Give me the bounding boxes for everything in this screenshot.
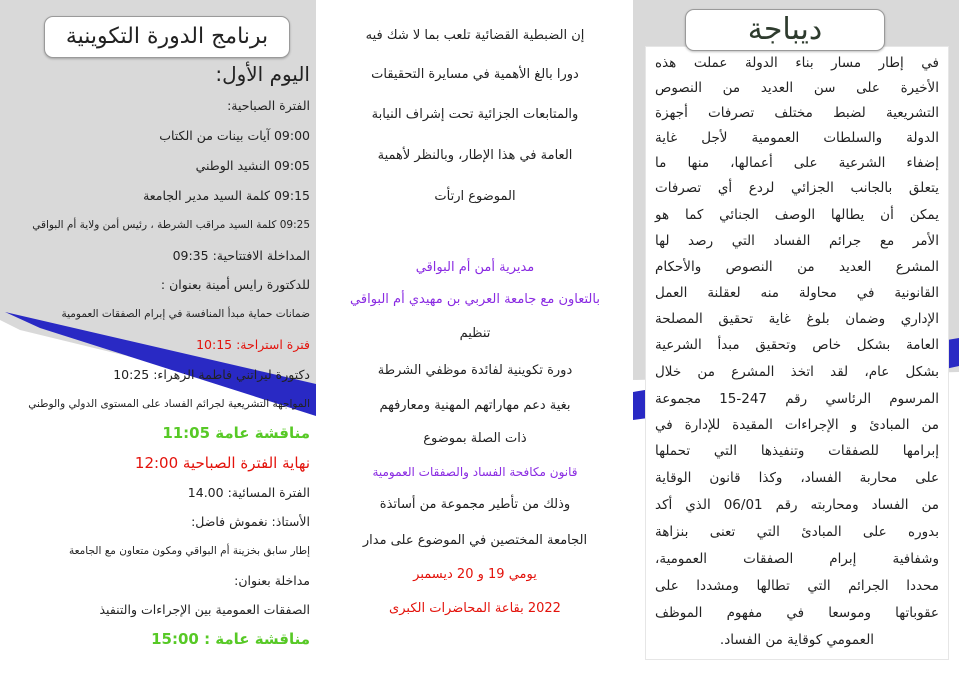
intro-line: دورة تكوينية لفائدة موظفي الشرطة — [377, 363, 573, 378]
preamble-line: الأمر مع جرائم الفساد التي رصد لها — [655, 233, 939, 249]
preamble-line: يمكن أن يطالها الوصف الجنائي كما هو — [655, 207, 939, 223]
intro-line: تنظيم — [459, 326, 491, 341]
intro-column — [322, 0, 628, 678]
preamble-line: من الفساد ومحاربته رقم 06/01 الذي أكد — [655, 497, 939, 513]
preamble-line: إبرامها للصفقات وتنفيذها التي تحملها — [655, 443, 939, 459]
program-title: برنامج الدورة التكوينية — [44, 16, 290, 58]
program-line: المواجهة التشريعية لجرائم الفساد على المستوى الدولي والوطني — [28, 398, 310, 410]
program-line: مداخلة بعنوان: — [234, 573, 310, 588]
preamble-line: القانونية في محاولة منه لعقلنة العمل — [655, 285, 939, 301]
preamble-line: التشريعية لضبط مختلف تصرفات أجهزة — [655, 105, 939, 121]
intro-line: والمتابعات الجزائية تحت إشراف النيابة — [371, 107, 579, 122]
intro-line: إن الضبطية القضائية تلعب بما لا شك فيه — [365, 28, 585, 43]
program-line: 09:25 كلمة السيد مراقب الشرطة ، رئيس أمن ولاية أم البواقي — [32, 219, 310, 231]
preamble-line: إضفاء الشرعية على أعمالها، منها ما — [655, 155, 939, 171]
intro-line: الجامعة المختصين في الموضوع على مدار — [362, 533, 588, 548]
partner-name: بالتعاون مع جامعة العربي بن مهيدي أم البواقي — [350, 292, 600, 307]
program-line: الصفقات العمومية بين الإجراءات والتنفيذ — [99, 602, 310, 617]
program-line: الأستاذ: نغموش فاضل: — [191, 514, 310, 529]
course-venue: 2022 بقاعة المحاضرات الكبرى — [389, 601, 561, 616]
preamble-title: ديباجة — [685, 9, 885, 51]
program-line: الفترة الصباحية: — [227, 98, 310, 113]
preamble-line: محددا الجرائم التي تطالها ومشددا على — [655, 578, 939, 594]
intro-line: العامة في هذا الإطار، وبالنظر لأهمية — [377, 148, 573, 163]
course-topic: قانون مكافحة الفساد والصفقات العمومية — [372, 465, 578, 479]
preamble-line: العامة بشكل خاص وتحقيق مبدأ الشرعية — [655, 337, 939, 353]
program-line: المداخلة الافتتاحية: 09:35 — [172, 248, 310, 263]
program-line: إطار سابق بخزينة أم البواقي ومكون متعاون مع الجامعة — [68, 545, 310, 557]
preamble-line: المرسوم الرئاسي رقم 247-15 مجموعة — [655, 391, 939, 407]
program-line-break: فترة استراحة: 10:15 — [196, 337, 310, 352]
preamble-line: من المبادئ و الإجراءات المقيدة للإدارة في — [655, 417, 939, 433]
preamble-line: يتعلق بالجانب الجزائي لردع أي تصرفات — [655, 180, 939, 196]
program-line-discussion: مناقشة عامة : 15:00 — [151, 630, 310, 648]
preamble-column — [645, 0, 947, 678]
program-line: 09:00 آيات بينات من الكتاب — [159, 128, 310, 143]
program-line: ضمانات حماية مبدأ المنافسة في إبرام الصفقات العمومية — [61, 308, 310, 320]
preamble-line: وشفافية إبرام الصفقات العمومية، — [655, 551, 939, 567]
program-line: 09:05 النشيد الوطني — [195, 158, 310, 173]
organizer-name: مديرية أمن أم البواقي — [415, 260, 535, 275]
preamble-line: بشكل عام، لقد اتخذ المشرع من خلال — [655, 364, 939, 380]
preamble-line: العمومي كوقاية من الفساد. — [719, 632, 875, 648]
program-line: للدكتورة رايس أمينة بعنوان : — [160, 277, 310, 292]
program-day: اليوم الأول: — [215, 62, 310, 86]
intro-line: الموضوع ارتأت — [434, 189, 516, 204]
preamble-line: بدوره على المبادئ التي تعنى بنزاهة — [655, 524, 939, 540]
intro-line: بغية دعم مهاراتهم المهنية ومعارفهم — [379, 398, 571, 413]
program-line-discussion: مناقشة عامة 11:05 — [162, 424, 310, 442]
program-line: دكتورة ليراتني فاطمة الزهراء: 10:25 — [113, 367, 310, 382]
preamble-line: في إطار مسار بناء الدولة عملت هذه — [655, 55, 939, 71]
program-column — [10, 0, 315, 678]
preamble-line: الأخيرة على سن العديد من النصوص — [655, 80, 939, 96]
preamble-line: المشرع العديد من النصوص والأحكام — [655, 259, 939, 275]
preamble-line: على محاربة الفساد، وكذا قانون الوقاية — [655, 470, 939, 486]
intro-line: دورا بالغ الأهمية في مسايرة التحقيقات — [371, 67, 579, 82]
program-line: الفترة المسائية: 14.00 — [187, 485, 310, 500]
intro-line: ذات الصلة بموضوع — [423, 431, 527, 446]
preamble-line: عقوباتها وموسعا في مفهوم الموظف — [655, 605, 939, 621]
preamble-line: الدولة والسلطات العمومية لأجل غاية — [655, 130, 939, 146]
intro-line: وذلك من تأطير مجموعة من أساتذة — [379, 497, 571, 512]
preamble-line: الإداري وضمان بلوغ غاية تحقيق المصلحة — [655, 311, 939, 327]
program-line-end-morning: نهاية الفترة الصباحية 12:00 — [134, 454, 310, 472]
program-line: 09:15 كلمة السيد مدير الجامعة — [143, 188, 310, 203]
course-dates: يومي 19 و 20 ديسمبر — [413, 567, 537, 582]
